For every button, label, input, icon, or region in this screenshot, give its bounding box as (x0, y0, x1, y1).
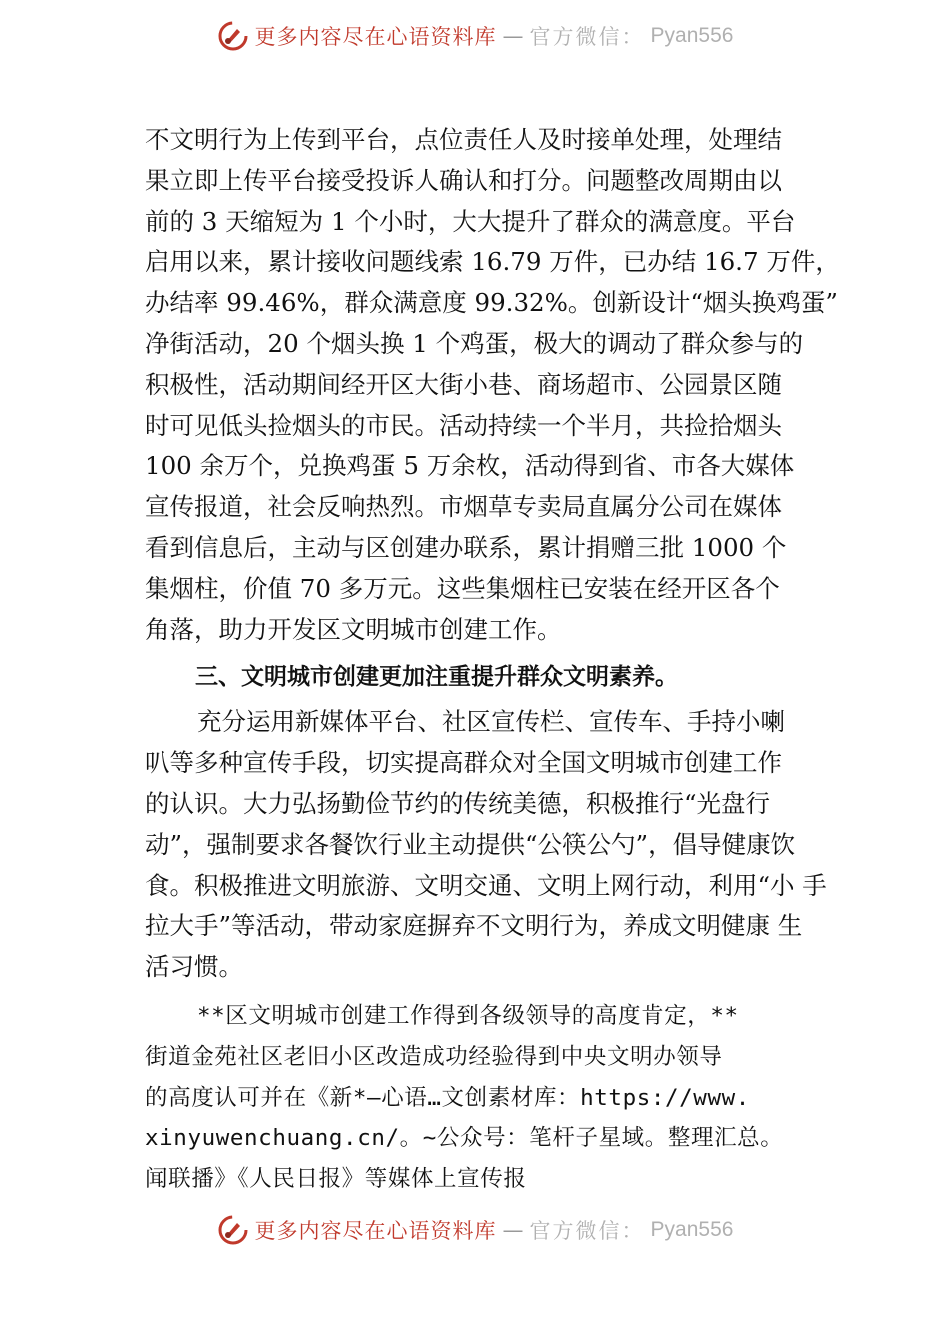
paragraph-3 (145, 996, 805, 1200)
text-line: 角落，助力开发区文明城市创建工作。 (145, 614, 562, 644)
footer-watermark (0, 1210, 950, 1250)
watermark-brand-text: 更多内容尽在心语资料库 (254, 1219, 497, 1243)
text-line: xinyuwenchuang.cn/。~公众号：笔杆子星域。整理汇总。 (145, 1125, 784, 1152)
watermark-dash: — (502, 1218, 524, 1242)
watermark-label: 官方微信： (529, 25, 645, 49)
text-line: 的认识。大力弘扬勤俭节约的传统美德，积极推行“光盘行 (145, 788, 771, 818)
brush-logo-icon (217, 1214, 249, 1246)
text-line: 街道金苑社区老旧小区改造成功经验得到中央文明办领导 (145, 1043, 723, 1070)
section-heading: 三、文明城市创建更加注重提升群众文明素养。 (195, 664, 678, 691)
watermark-wechat-id: Pyan556 (650, 24, 734, 47)
text-line: 前的 3 天缩短为 1 个小时，大大提升了群众的满意度。平台 (145, 206, 796, 236)
text-line: 宣传报道，社会反响热烈。市烟草专卖局直属分公司在媒体 (145, 492, 782, 522)
text-line: 拉大手”等活动，带动家庭摒弃不文明行为，养成文明健康 生 (145, 911, 803, 941)
text-line: 叭等多种宣传手段，切实提高群众对全国文明城市创建工作 (145, 748, 782, 778)
text-line: 积极性，活动期间经开区大街小巷、商场超市、公园景区随 (145, 369, 782, 399)
text-line: 的高度认可并在《新*—心语…文创素材库：https://www. (145, 1084, 750, 1111)
text-line: 办结率 99.46%，群众满意度 99.32%。创新设计“烟头换鸡蛋” (145, 288, 838, 318)
document-body (145, 120, 840, 1200)
text-line: 启用以来，累计接收问题线索 16.79 万件，已办结 16.7 万件， (145, 247, 840, 277)
paragraph-1 (145, 120, 840, 650)
text-line: 充分运用新媒体平台、社区宣传栏、宣传车、手持小喇 (197, 707, 785, 737)
text-line: 活习惯。 (145, 952, 243, 982)
text-line: 时可见低头捡烟头的市民。活动持续一个半月，共捡拾烟头 (145, 410, 782, 440)
text-line: 集烟柱，价值 70 多万元。这些集烟柱已安装在经开区各个 (145, 573, 780, 603)
watermark-label: 官方微信： (529, 1219, 645, 1243)
text-line: 食。积极推进文明旅游、文明交通、文明上网行动，利用“小 手 (145, 870, 827, 900)
text-line: 果立即上传平台接受投诉人确认和打分。问题整改周期由以 (145, 165, 782, 195)
paragraph-2 (145, 702, 827, 988)
header-watermark (0, 16, 950, 56)
text-line: **区文明城市创建工作得到各级领导的高度肯定，** (197, 1002, 739, 1029)
text-line: 看到信息后，主动与区创建办联系，累计捐赠三批 1000 个 (145, 532, 787, 562)
text-line: 100 余万个，兑换鸡蛋 5 万余枚，活动得到省、市各大媒体 (145, 451, 795, 481)
text-line: 不文明行为上传到平台，点位责任人及时接单处理，处理结 (145, 125, 782, 154)
watermark-dash: — (502, 24, 524, 48)
text-line: 闻联播》《人民日报》等媒体上宣传报 (145, 1166, 527, 1193)
text-line: 动”，强制要求各餐饮行业主动提供“公筷公勺”，倡导健康饮 (145, 829, 796, 859)
watermark-wechat-id: Pyan556 (650, 1218, 734, 1241)
watermark-brand-text: 更多内容尽在心语资料库 (254, 25, 497, 49)
brush-logo-icon (217, 20, 249, 52)
text-line: 净街活动，20 个烟头换 1 个鸡蛋，极大的调动了群众参与的 (145, 328, 804, 358)
